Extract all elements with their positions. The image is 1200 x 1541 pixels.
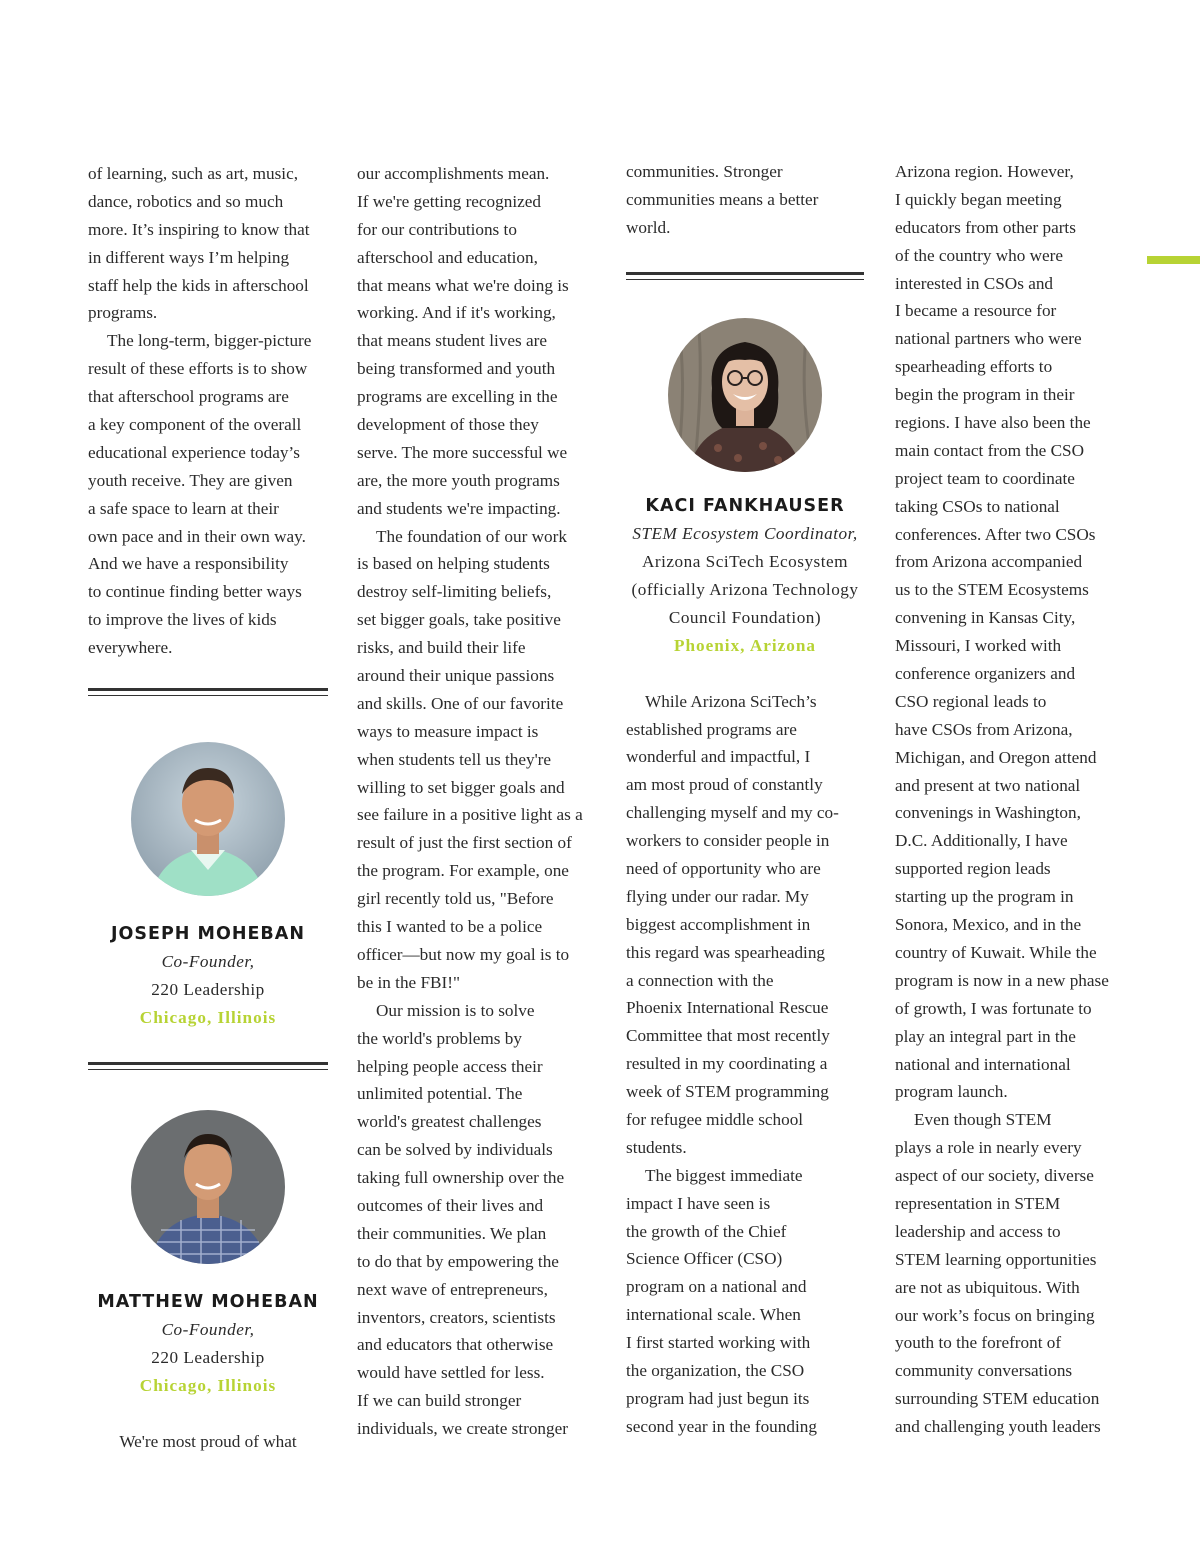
text-line: The long-term, bigger-picture (107, 331, 312, 351)
profile-organization: Council Foundation) (668, 607, 822, 627)
column-1 (88, 160, 328, 1456)
text-line: us to the STEM Ecosystems (895, 580, 1089, 600)
text-line: aspect of our society, diverse (895, 1166, 1094, 1186)
text-line: is based on helping students (357, 554, 550, 574)
profile-role: Co-Founder, (161, 1320, 255, 1340)
profile-location: Chicago, Illinois (139, 1376, 277, 1396)
text-line: being transformed and youth (357, 359, 556, 379)
text-line: program had just begun its (626, 1388, 810, 1408)
text-line: program launch. (895, 1082, 1008, 1102)
text-line: If we're getting recognized (357, 191, 541, 211)
text-line: afterschool and education, (357, 247, 538, 267)
text-line: destroy self-limiting beliefs, (357, 582, 552, 602)
text-line: Our mission is to solve (376, 1000, 535, 1020)
text-line: ways to measure impact is (357, 721, 539, 741)
text-line: and challenging youth leaders (895, 1417, 1101, 1437)
text-line: this regard was spearheading (626, 942, 826, 962)
text-line: community conversations (895, 1361, 1073, 1381)
text-line: this I wanted to be a police (357, 917, 543, 937)
text-line: country of Kuwait. While the (895, 942, 1097, 962)
text-line: project team to coordinate (895, 468, 1075, 488)
text-line: helping people access their (357, 1056, 543, 1076)
text-line: educational experience today’s (88, 442, 300, 462)
text-line: taking CSOs to national (895, 496, 1060, 516)
text-line: I became a resource for (895, 301, 1057, 321)
text-line: need of opportunity who are (626, 859, 821, 879)
portrait-photo (131, 742, 285, 896)
text-line: of the country who were (895, 245, 1063, 265)
text-line: development of those they (357, 415, 539, 435)
text-line: Michigan, and Oregon attend (895, 747, 1097, 767)
column-2 (357, 160, 602, 1443)
text-line: biggest accomplishment in (626, 914, 811, 934)
text-line: when students tell us they're (357, 749, 552, 769)
text-line: dance, robotics and so much (88, 191, 284, 211)
text-line: week of STEM programming (626, 1082, 829, 1102)
text-line: representation in STEM (895, 1193, 1061, 1213)
profile-organization: 220 Leadership (151, 1348, 265, 1368)
text-line: to improve the lives of kids (88, 610, 277, 630)
text-line: a key component of the overall (88, 415, 302, 435)
text-line: staff help the kids in afterschool (88, 275, 309, 295)
text-line: set bigger goals, take positive (357, 610, 561, 630)
text-line: main contact from the CSO (895, 440, 1085, 460)
text-line: that afterschool programs are (88, 387, 289, 407)
text-line: Science Officer (CSO) (626, 1249, 783, 1269)
text-line: communities means a better (626, 189, 819, 209)
text-line: more. It’s inspiring to know that (88, 219, 310, 239)
text-line: to continue finding better ways (88, 582, 302, 602)
text-line: play an integral part in the (895, 1026, 1076, 1046)
text-line: our accomplishments mean. (357, 164, 550, 183)
text-line: I quickly began meeting (895, 189, 1062, 209)
text-line: of growth, I was fortunate to (895, 998, 1092, 1018)
text-line: wonderful and impactful, I (626, 747, 811, 767)
text-line: national and international (895, 1054, 1071, 1074)
text-line: the organization, the CSO (626, 1361, 805, 1381)
text-line: flying under our radar. My (626, 886, 809, 906)
text-line: in different ways I’m helping (88, 247, 290, 267)
text-line: unlimited potential. The (357, 1084, 523, 1104)
text-line: serve. The more successful we (357, 442, 568, 462)
text-line: And we have a responsibility (88, 554, 289, 574)
text-line: and present at two national (895, 775, 1081, 795)
text-line: national partners who were (895, 329, 1082, 349)
text-line: be in the FBI!" (357, 972, 460, 992)
text-line: the growth of the Chief (626, 1221, 787, 1241)
text-line: The biggest immediate (645, 1165, 803, 1185)
text-line: a safe space to learn at their (88, 498, 279, 518)
text-line: We're most proud of what (119, 1432, 297, 1452)
text-line: am most proud of constantly (626, 775, 823, 795)
text-line: international scale. When (626, 1305, 801, 1325)
text-line: outcomes of their lives and (357, 1195, 544, 1215)
text-line: to do that by empowering the (357, 1251, 559, 1271)
text-line: communities. Stronger (626, 162, 783, 181)
text-line: risks, and build their life (357, 638, 526, 658)
profile-role: STEM Ecosystem Coordinator, (632, 523, 858, 543)
text-line: next wave of entrepreneurs, (357, 1279, 548, 1299)
text-line: the world's problems by (357, 1028, 522, 1048)
text-line: begin the program in their (895, 385, 1075, 405)
text-line: conferences. After two CSOs (895, 524, 1096, 544)
text-line: and skills. One of our favorite (357, 693, 564, 713)
text-line: girl recently told us, "Before (357, 889, 554, 909)
text-line: for refugee middle school (626, 1110, 804, 1130)
text-line: impact I have seen is (626, 1193, 771, 1213)
profile-matthew-moheban (88, 1110, 328, 1400)
text-line: that means what we're doing is (357, 275, 569, 295)
text-line: youth receive. They are given (88, 470, 293, 490)
text-line: The foundation of our work (376, 526, 567, 546)
text-line: Phoenix International Rescue (626, 998, 829, 1018)
profile-organization: (officially Arizona Technology (631, 579, 859, 599)
text-line: and educators that otherwise (357, 1335, 554, 1355)
text-line: surrounding STEM education (895, 1389, 1100, 1409)
text-line: program is now in a new phase (895, 970, 1109, 990)
text-line: result of just the first section of (357, 833, 572, 853)
profile-role: Co-Founder, (161, 952, 255, 972)
text-line: our work’s focus on bringing (895, 1305, 1095, 1325)
text-line: from Arizona accompanied (895, 552, 1083, 572)
page-tab-marker (1147, 256, 1200, 264)
column-4 (895, 158, 1135, 1441)
text-line: STEM learning opportunities (895, 1249, 1097, 1269)
portrait-photo (668, 318, 822, 472)
text-line: conference organizers and (895, 664, 1076, 684)
text-line: established programs are (626, 719, 797, 739)
text-line: interested in CSOs and (895, 273, 1054, 293)
text-line: are, the more youth programs (357, 470, 560, 490)
text-line: have CSOs from Arizona, (895, 719, 1073, 739)
text-line: inventors, creators, scientists (357, 1307, 556, 1327)
text-line: Missouri, I worked with (895, 636, 1062, 656)
text-line: regions. I have also been the (895, 413, 1091, 433)
text-line: youth to the forefront of (895, 1333, 1062, 1353)
text-line: program on a national and (626, 1277, 807, 1297)
text-line: that means student lives are (357, 331, 547, 351)
text-line: would have settled for less. (357, 1363, 545, 1383)
text-line: challenging myself and my co- (626, 803, 839, 823)
text-line: starting up the program in (895, 887, 1074, 907)
text-line: educators from other parts (895, 217, 1076, 237)
profile-kaci-fankhauser (626, 318, 864, 660)
text-line: students. (626, 1137, 687, 1157)
text-line: and students we're impacting. (357, 498, 561, 518)
profile-location: Phoenix, Arizona (673, 635, 817, 655)
profile-joseph-moheban (88, 742, 328, 1032)
text-line: own pace and in their own way. (88, 526, 306, 546)
section-divider (88, 688, 328, 696)
text-line: world's greatest challenges (357, 1112, 542, 1132)
text-line: leadership and access to (895, 1221, 1061, 1241)
text-line: D.C. Additionally, I have (895, 831, 1068, 851)
text-line: of learning, such as art, music, (88, 164, 299, 183)
text-line: working. And if it's working, (357, 303, 556, 323)
text-line: everywhere. (88, 638, 173, 658)
profile-name: MATTHEW MOHEBAN (97, 1292, 319, 1313)
text-line: their communities. We plan (357, 1223, 547, 1243)
text-line: spearheading efforts to (895, 357, 1053, 377)
text-line: the program. For example, one (357, 861, 569, 881)
portrait-photo (131, 1110, 285, 1264)
text-line: individuals, we create stronger (357, 1419, 568, 1439)
text-line: programs are excelling in the (357, 387, 558, 407)
text-line: While Arizona SciTech’s (645, 691, 817, 711)
text-line: workers to consider people in (626, 831, 830, 851)
text-line: I first started working with (626, 1333, 811, 1353)
profile-name: KACI FANKHAUSER (645, 495, 845, 516)
text-line: second year in the founding (626, 1416, 817, 1436)
text-line: supported region leads (895, 859, 1051, 879)
text-line: convening in Kansas City, (895, 608, 1076, 628)
text-line: If we can build stronger (357, 1391, 522, 1411)
text-line: a connection with the (626, 970, 774, 990)
text-line: officer—but now my goal is to (357, 944, 570, 964)
text-line: for our contributions to (357, 219, 517, 239)
column-3 (626, 158, 864, 1441)
section-divider (626, 272, 864, 280)
text-line: programs. (88, 303, 158, 323)
profile-name: JOSEPH MOHEBAN (111, 924, 305, 945)
text-line: Committee that most recently (626, 1026, 830, 1046)
text-line: can be solved by individuals (357, 1140, 553, 1160)
text-line: world. (626, 217, 671, 237)
text-line: Arizona region. However, (895, 162, 1074, 181)
text-line: willing to set bigger goals and (357, 777, 565, 797)
text-line: Even though STEM (914, 1110, 1052, 1130)
profile-organization: Arizona SciTech Ecosystem (641, 551, 849, 571)
text-line: see failure in a positive light as a (357, 805, 583, 825)
section-divider (88, 1062, 328, 1070)
col1-text (88, 160, 328, 662)
text-line: are not as ubiquitous. With (895, 1277, 1080, 1297)
text-line: result of these efforts is to show (88, 359, 308, 379)
profile-organization: 220 Leadership (151, 980, 265, 1000)
text-line: taking full ownership over the (357, 1168, 565, 1188)
text-line: Sonora, Mexico, and in the (895, 915, 1082, 935)
text-line: convenings in Washington, (895, 803, 1081, 823)
text-line: around their unique passions (357, 666, 555, 686)
text-line: CSO regional leads to (895, 691, 1047, 711)
profile-location: Chicago, Illinois (139, 1008, 277, 1028)
text-line: plays a role in nearly every (895, 1138, 1082, 1158)
text-line: resulted in my coordinating a (626, 1054, 828, 1074)
